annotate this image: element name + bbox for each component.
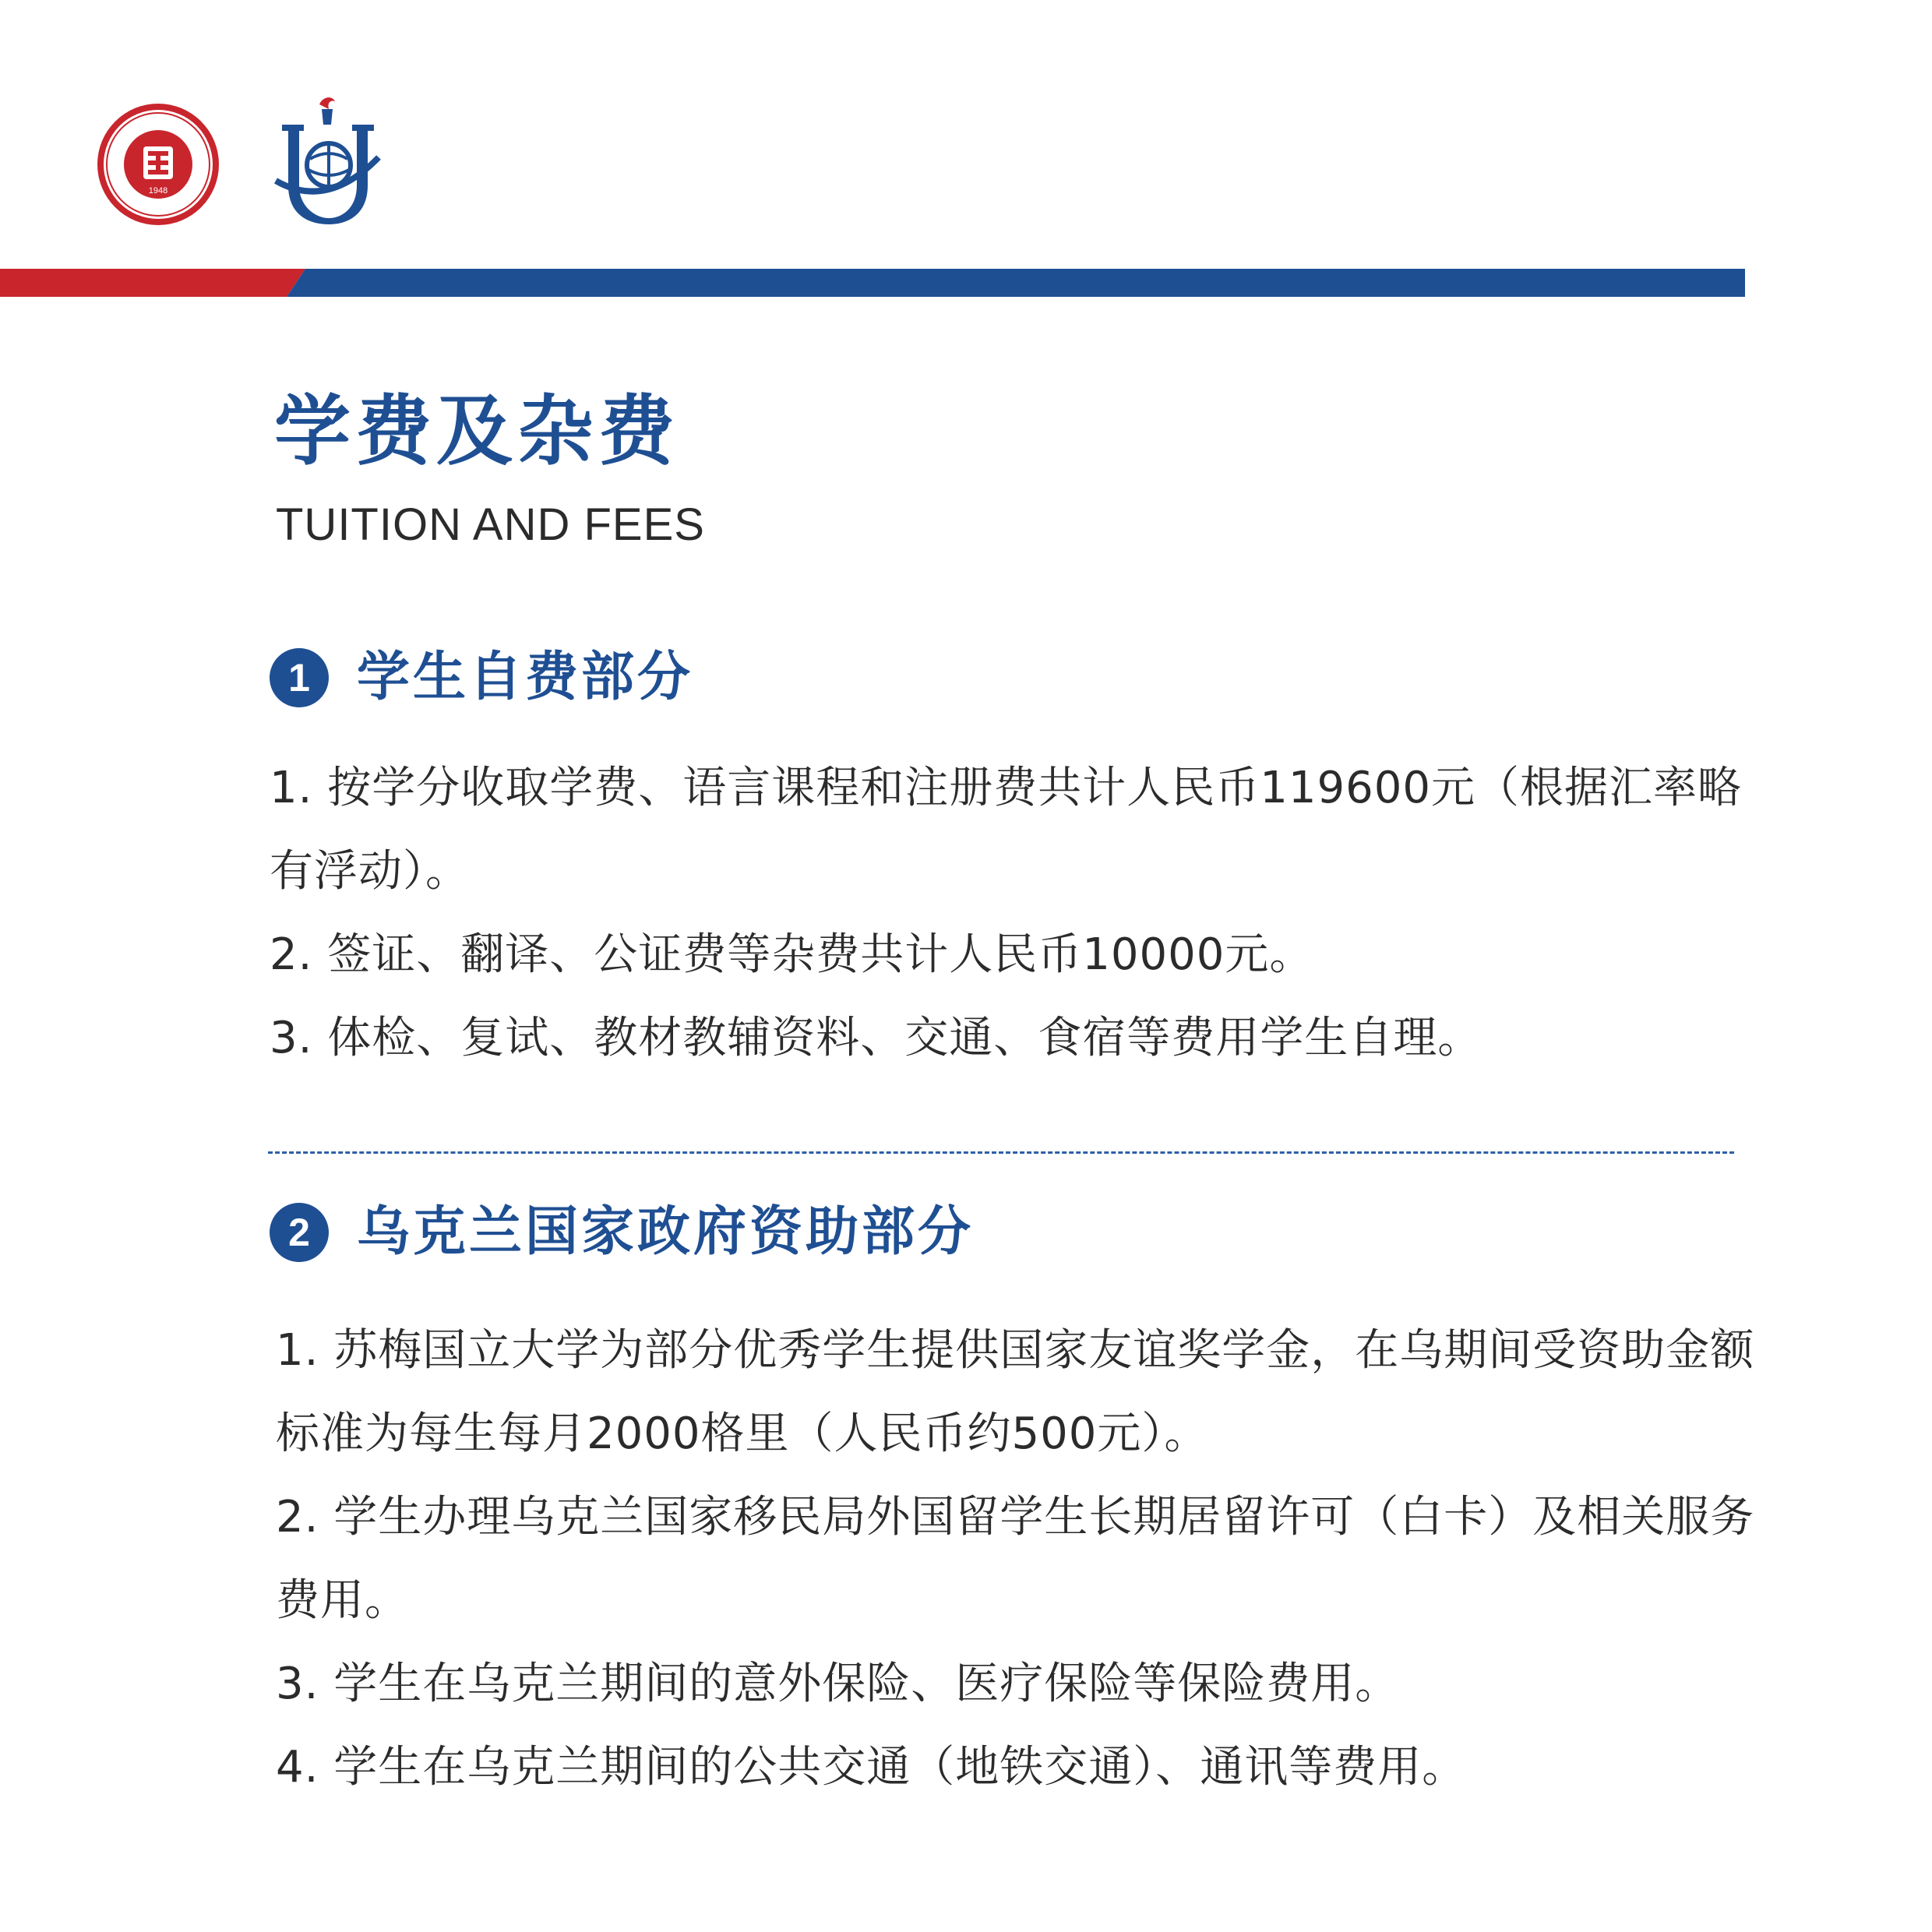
seal-year: 1948 xyxy=(148,186,168,196)
list-item: 3. 学生在乌克兰期间的意外保险、医疗保险等保险费用。 xyxy=(276,1659,1400,1709)
section-1-header xyxy=(270,648,693,707)
list-item: 3. 体检、复试、教材教辅资料、交通、食宿等费用学生自理。 xyxy=(270,1013,1482,1063)
list-item: 1. 苏梅国立大学为部分优秀学生提供国家友谊奖学金，在乌期间受资助金额标准为每生每月2000格里（人民币约500元）。 xyxy=(276,1325,1755,1459)
list-item: 1. 按学分收取学费、语言课程和注册费共计人民币119600元（根据汇率略有浮动）。 xyxy=(270,763,1743,897)
page-title: 学费及杂费 xyxy=(274,387,680,476)
section-divider xyxy=(268,1151,1734,1154)
section-number-badge: 1 xyxy=(270,648,329,707)
header-color-stripe xyxy=(0,269,1745,297)
university-seal-logo xyxy=(95,101,221,227)
sumy-university-logo xyxy=(273,93,382,227)
list-item: 2. 学生办理乌克兰国家移民局外国留学生长期居留许可（白卡）及相关服务费用。 xyxy=(276,1492,1755,1626)
section-2-header xyxy=(270,1203,974,1262)
section-title: 学生自费部分 xyxy=(357,647,694,708)
section-title: 乌克兰国家政府资助部分 xyxy=(357,1201,975,1263)
section-1-list xyxy=(270,746,1750,1080)
section-number-badge: 2 xyxy=(270,1203,329,1262)
section-2-list xyxy=(276,1309,1756,1809)
list-item: 4. 学生在乌克兰期间的公共交通（地铁交通）、通讯等费用。 xyxy=(276,1742,1467,1793)
list-item: 2. 签证、翻译、公证费等杂费共计人民币10000元。 xyxy=(270,929,1314,980)
page-subtitle: TUITION AND FEES xyxy=(276,499,705,550)
